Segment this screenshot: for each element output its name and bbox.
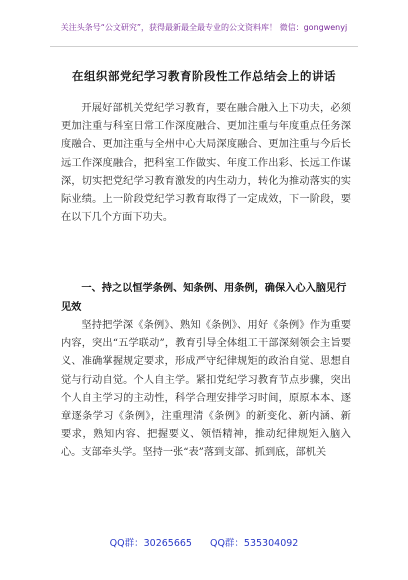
section-heading-1: 一、持之以恒学条例、知条例、用条例，确保入心入脑见行见效 <box>61 283 347 313</box>
header-divider <box>50 46 358 47</box>
document-title: 在组织部党纪学习教育阶段性工作总结会上的讲话 <box>72 69 336 83</box>
intro-paragraph: 开展好部机关党纪学习教育，要在融合融入上下功夫，必须更加注重与科室日常工作深度融合、更加注重与年度重点任务深度融合、更加注重与全州中心大局深度融合、更加注重与今后长远工作深度融合，把科室工作做实、年度工作出彩、长远工作谋深，切实把党纪学习教育激发的内生动力，转化为推动落实的实际业绩。上一阶段党纪学习教育取得了一定成效，下一阶段，要在以下几个方面下功夫。 <box>61 103 351 224</box>
header-watermark-note: 关注头条号“公文研究”，获得最新最全最专业的公文资料库！ 微信：gongwenyj <box>60 23 348 32</box>
footer-qq-group-1: QQ群：30265665 <box>109 538 192 549</box>
section-1-paragraph: 坚持把学深《条例》、熟知《条例》、用好《条例》作为重要内容，突出“五学联动”，教育引导全体组工干部深刻领会主旨要义、准确掌握规定要求，形成严守纪律规矩的政治自觉、思想自觉与行动自觉。个人自主学。紧扣党纪学习教育节点步骤，突出个人自主学习的主动性，科学合理安排学习时间，原原本本、逐章逐条学习《条例》，注重理清《条例》的新变化、新内涵、新要求，熟知内容、把握要义、领悟精神，推动纪律规矩入脑入心。支部牵头学。坚持一张“表”落到支部、抓到底，部机关 <box>61 320 351 459</box>
footer-qq-group-2: QQ群：535304092 <box>209 538 299 549</box>
footer-contact <box>0 535 408 549</box>
